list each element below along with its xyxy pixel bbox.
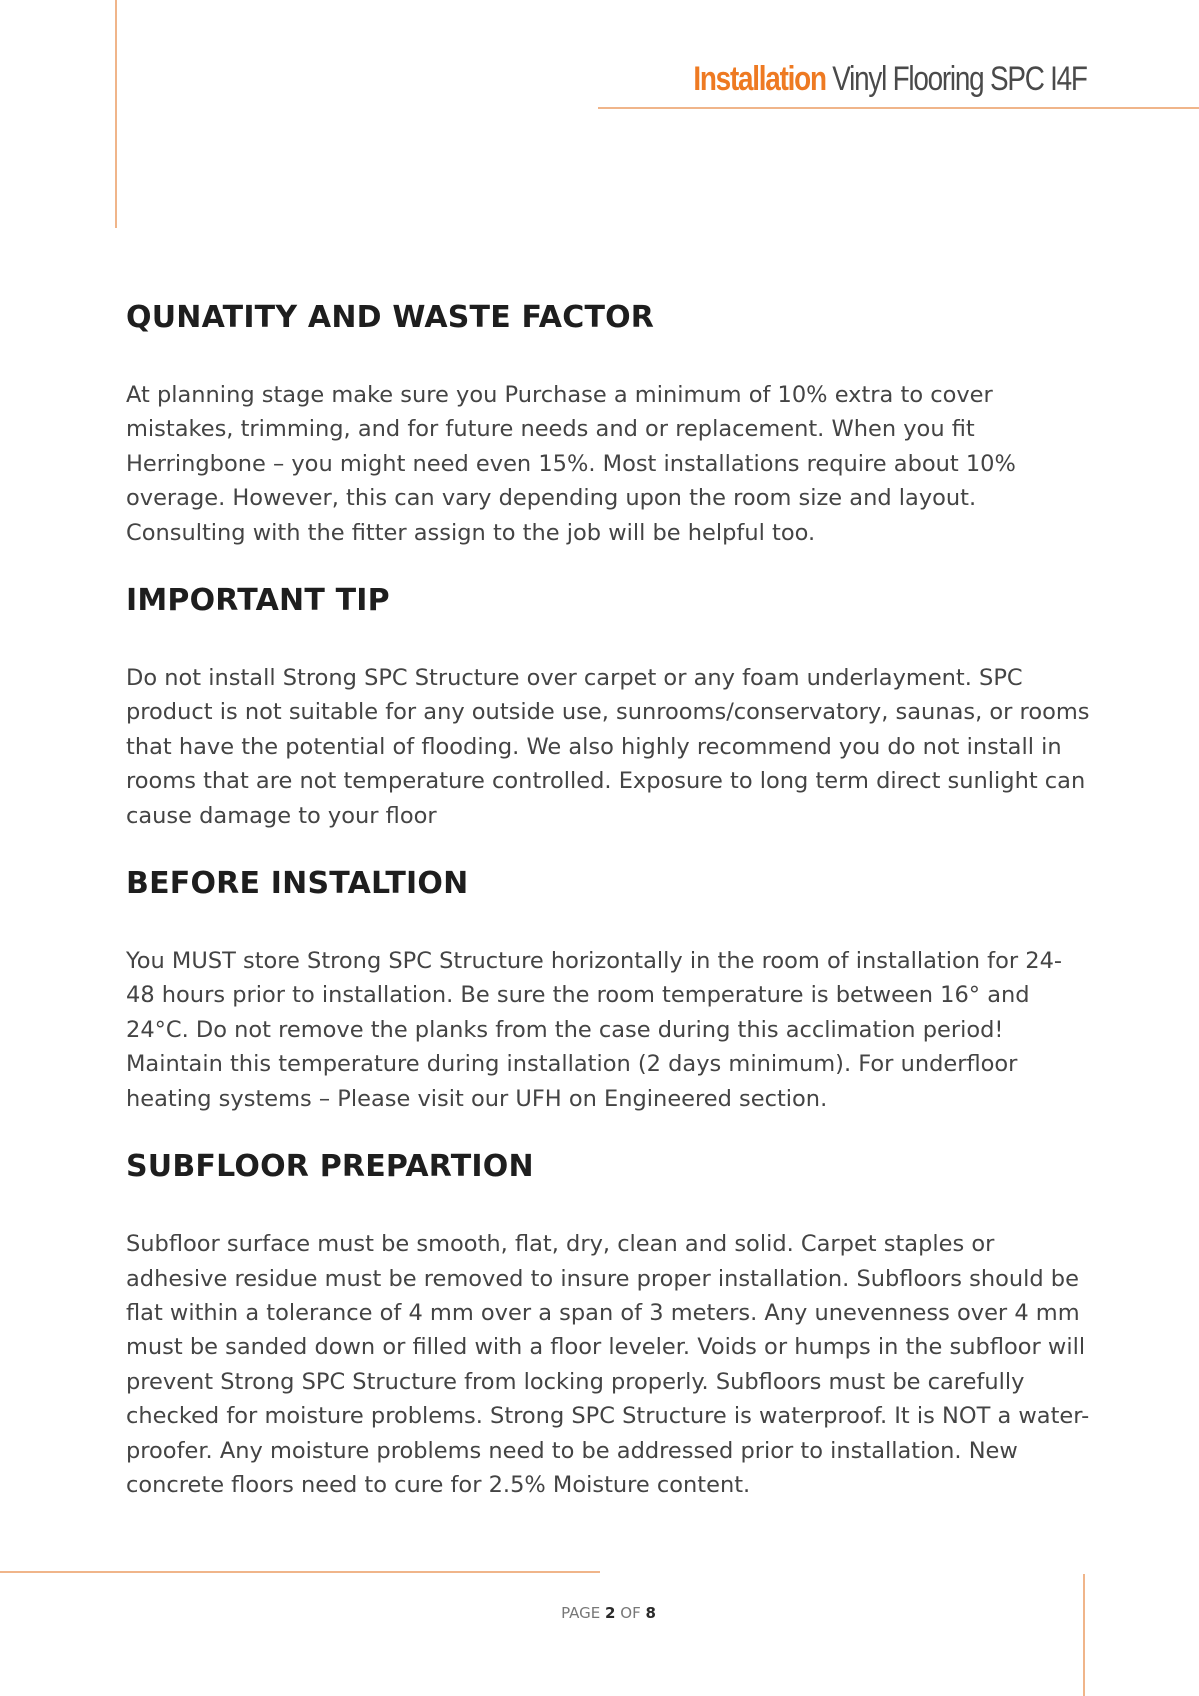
section-quantity-waste (126, 296, 1090, 550)
section-heading: QUNATITY AND WASTE FACTOR (126, 300, 655, 335)
total-page-count: 8 (645, 1604, 656, 1622)
section-important-tip (126, 579, 1090, 833)
page-number (0, 1604, 1199, 1622)
section-paragraph: Subfloor surface must be smooth, flat, dry, clean and solid. Carpet staples or adhesive residue must be removed to insure proper installation. Subfloors should be flat within a tolerance of 4 mm over a span of 3 meters. Any unevenness over 4 mm must be sanded down or filled with a floor leveler. Voids or humps in the subfloor will prevent Strong SPC Structure from locking properly. Subfloors must be carefully checked for moisture problems. Strong SPC Structure is waterproof. It is NOT a water-proofer. Any moisture problems need to be addressed prior to installation. New concrete floors need to cure for 2.5% Moisture content. (126, 1231, 1090, 1498)
page-header (694, 62, 1087, 96)
page-label: PAGE (561, 1604, 601, 1622)
section-paragraph: At planning stage make sure you Purchase a minimum of 10% extra to cover mistakes, trimming, and for future needs and or replacement. When you fit Herringbone – you might need even 15%. Most installations require about 10% overage. However, this can vary depending upon the room size and layout. Consulting with the fitter assign to the job will be helpful too. (126, 382, 1016, 546)
document-body (126, 296, 1090, 1531)
header-accent-word: Installation (693, 60, 827, 98)
current-page-number: 2 (605, 1604, 616, 1622)
header-title: Vinyl Flooring SPC I4F (832, 60, 1087, 98)
section-heading: SUBFLOOR PREPARTION (126, 1149, 534, 1185)
footer-horizontal-rule (0, 1571, 600, 1573)
section-paragraph: You MUST store Strong SPC Structure horizontally in the room of installation for 24-48 hours prior to installation. Be sure the room temperature is between 16° and 24°C. Do not remove the planks from the case during this acclimation period! Maintain this temperature during installation (2 days minimum). For underfloor heating systems – Please visit our UFH on Engineered section. (126, 948, 1063, 1112)
header-underline-rule (598, 107, 1199, 109)
section-heading: BEFORE INSTALTION (126, 866, 469, 902)
top-left-vertical-rule (115, 0, 117, 228)
bottom-right-vertical-rule (1083, 1574, 1085, 1696)
section-before-installation (126, 862, 1090, 1116)
section-paragraph: Do not install Strong SPC Structure over carpet or any foam underlayment. SPC product is not suitable for any outside use, sunrooms/conservatory, saunas, or rooms that have the potential of flooding. We also highly recommend you do not install in rooms that are not temperature controlled. Exposure to long term direct sunlight can cause damage to your floor (126, 665, 1090, 829)
section-heading: IMPORTANT TIP (126, 583, 390, 619)
of-label: OF (620, 1604, 641, 1622)
section-subfloor-preparation (126, 1145, 1090, 1502)
